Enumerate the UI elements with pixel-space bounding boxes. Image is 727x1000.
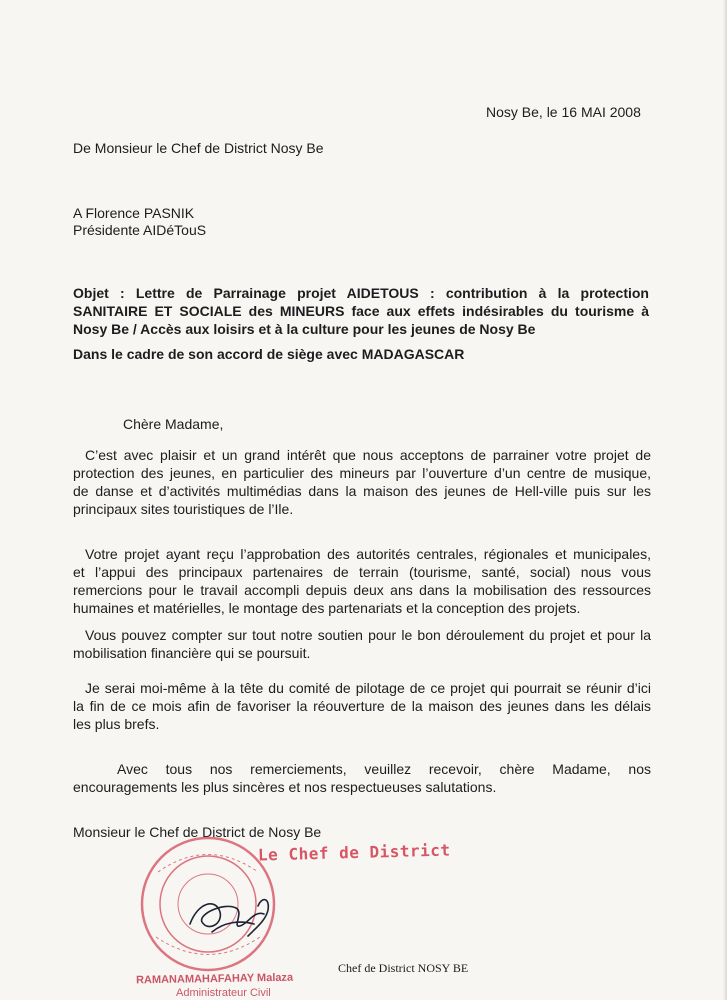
letter-date: Nosy Be, le 16 MAI 2008 — [486, 104, 641, 120]
paragraph-line: Votre projet ayant reçu l’approbation des autorités centrales, régionales et municipales, — [85, 546, 651, 562]
paragraph-line: Je serai moi-même à la tête du comité de pilotage de ce projet qui pourrait se réunir d’ici — [85, 680, 651, 696]
paragraph-line: humaines et matérielles, le montage des partenariats et la conception des projets. — [73, 600, 581, 616]
recipient-title: Présidente AIDéTouS — [73, 222, 207, 238]
sender-line: De Monsieur le Chef de District Nosy Be — [73, 140, 324, 156]
subject-block — [73, 284, 649, 338]
subject-line: Objet : Lettre de Parrainage projet AIDETOUS : contribution à la protection — [73, 285, 649, 301]
paragraph-line: protection des jeunes, en particulier des mineurs par l’ouverture d’un centre de musique, — [73, 465, 651, 481]
body-paragraph-1 — [73, 446, 651, 518]
paragraph-line: mobilisation financière qui se poursuit. — [73, 645, 311, 661]
salutation: Chère Madame, — [123, 416, 224, 432]
signer-line: Monsieur le Chef de District de Nosy Be — [73, 824, 322, 840]
paragraph-line: Avec tous nos remerciements, veuillez recevoir, chère Madame, nos — [117, 761, 651, 777]
paragraph-line: et l’appui des principaux partenaires de terrain (tourisme, santé, social) nous vous — [73, 564, 651, 580]
body-paragraph-4 — [73, 679, 651, 733]
body-paragraph-2 — [73, 545, 651, 617]
chief-stamp-label: Le Chef de District — [257, 840, 451, 865]
subject-line: SANITAIRE ET SOCIALE des MINEURS face aux effets indésirables du tourisme à — [73, 303, 649, 319]
recipient-name: A Florence PASNIK — [73, 205, 195, 221]
signature-title: Chef de District NOSY BE — [338, 961, 469, 975]
stamp-signer-name: RAMANAMAHAFAHAY Malaza — [135, 971, 294, 987]
paragraph-line: encouragements les plus sincères et nos respectueuses salutations. — [73, 779, 497, 795]
paragraph-line: C’est avec plaisir et un grand intérêt que nous acceptons de parrainer votre projet de — [85, 447, 651, 463]
paragraph-line: principaux sites touristiques de l’Ile. — [73, 501, 294, 517]
subject-line: Nosy Be / Accès aux loisirs et à la culture pour les jeunes de Nosy Be — [73, 321, 536, 337]
paragraph-line: de danse et d’activités multimédias dans la maison des jeunes de Hell-ville puis sur les — [73, 483, 651, 499]
recipient-block — [73, 205, 206, 239]
paragraph-line: Vous pouvez compter sur tout notre soutien pour le bon déroulement du projet et pour la — [85, 627, 651, 643]
closing-paragraph — [73, 760, 651, 796]
page-edge-shadow — [723, 0, 727, 1000]
subject-context: Dans le cadre de son accord de siège avec MADAGASCAR — [73, 346, 465, 362]
stamp-signer-role: Administrateur Civil — [176, 987, 271, 999]
body-paragraph-3 — [73, 626, 651, 662]
paragraph-line: la fin de ce mois afin de favoriser la réouverture de la maison des jeunes dans les délais — [73, 698, 651, 714]
paragraph-line: les plus brefs. — [73, 716, 160, 732]
paragraph-line: remercions pour le travail accompli depuis deux ans dans la mobilisation des ressources — [73, 582, 651, 598]
